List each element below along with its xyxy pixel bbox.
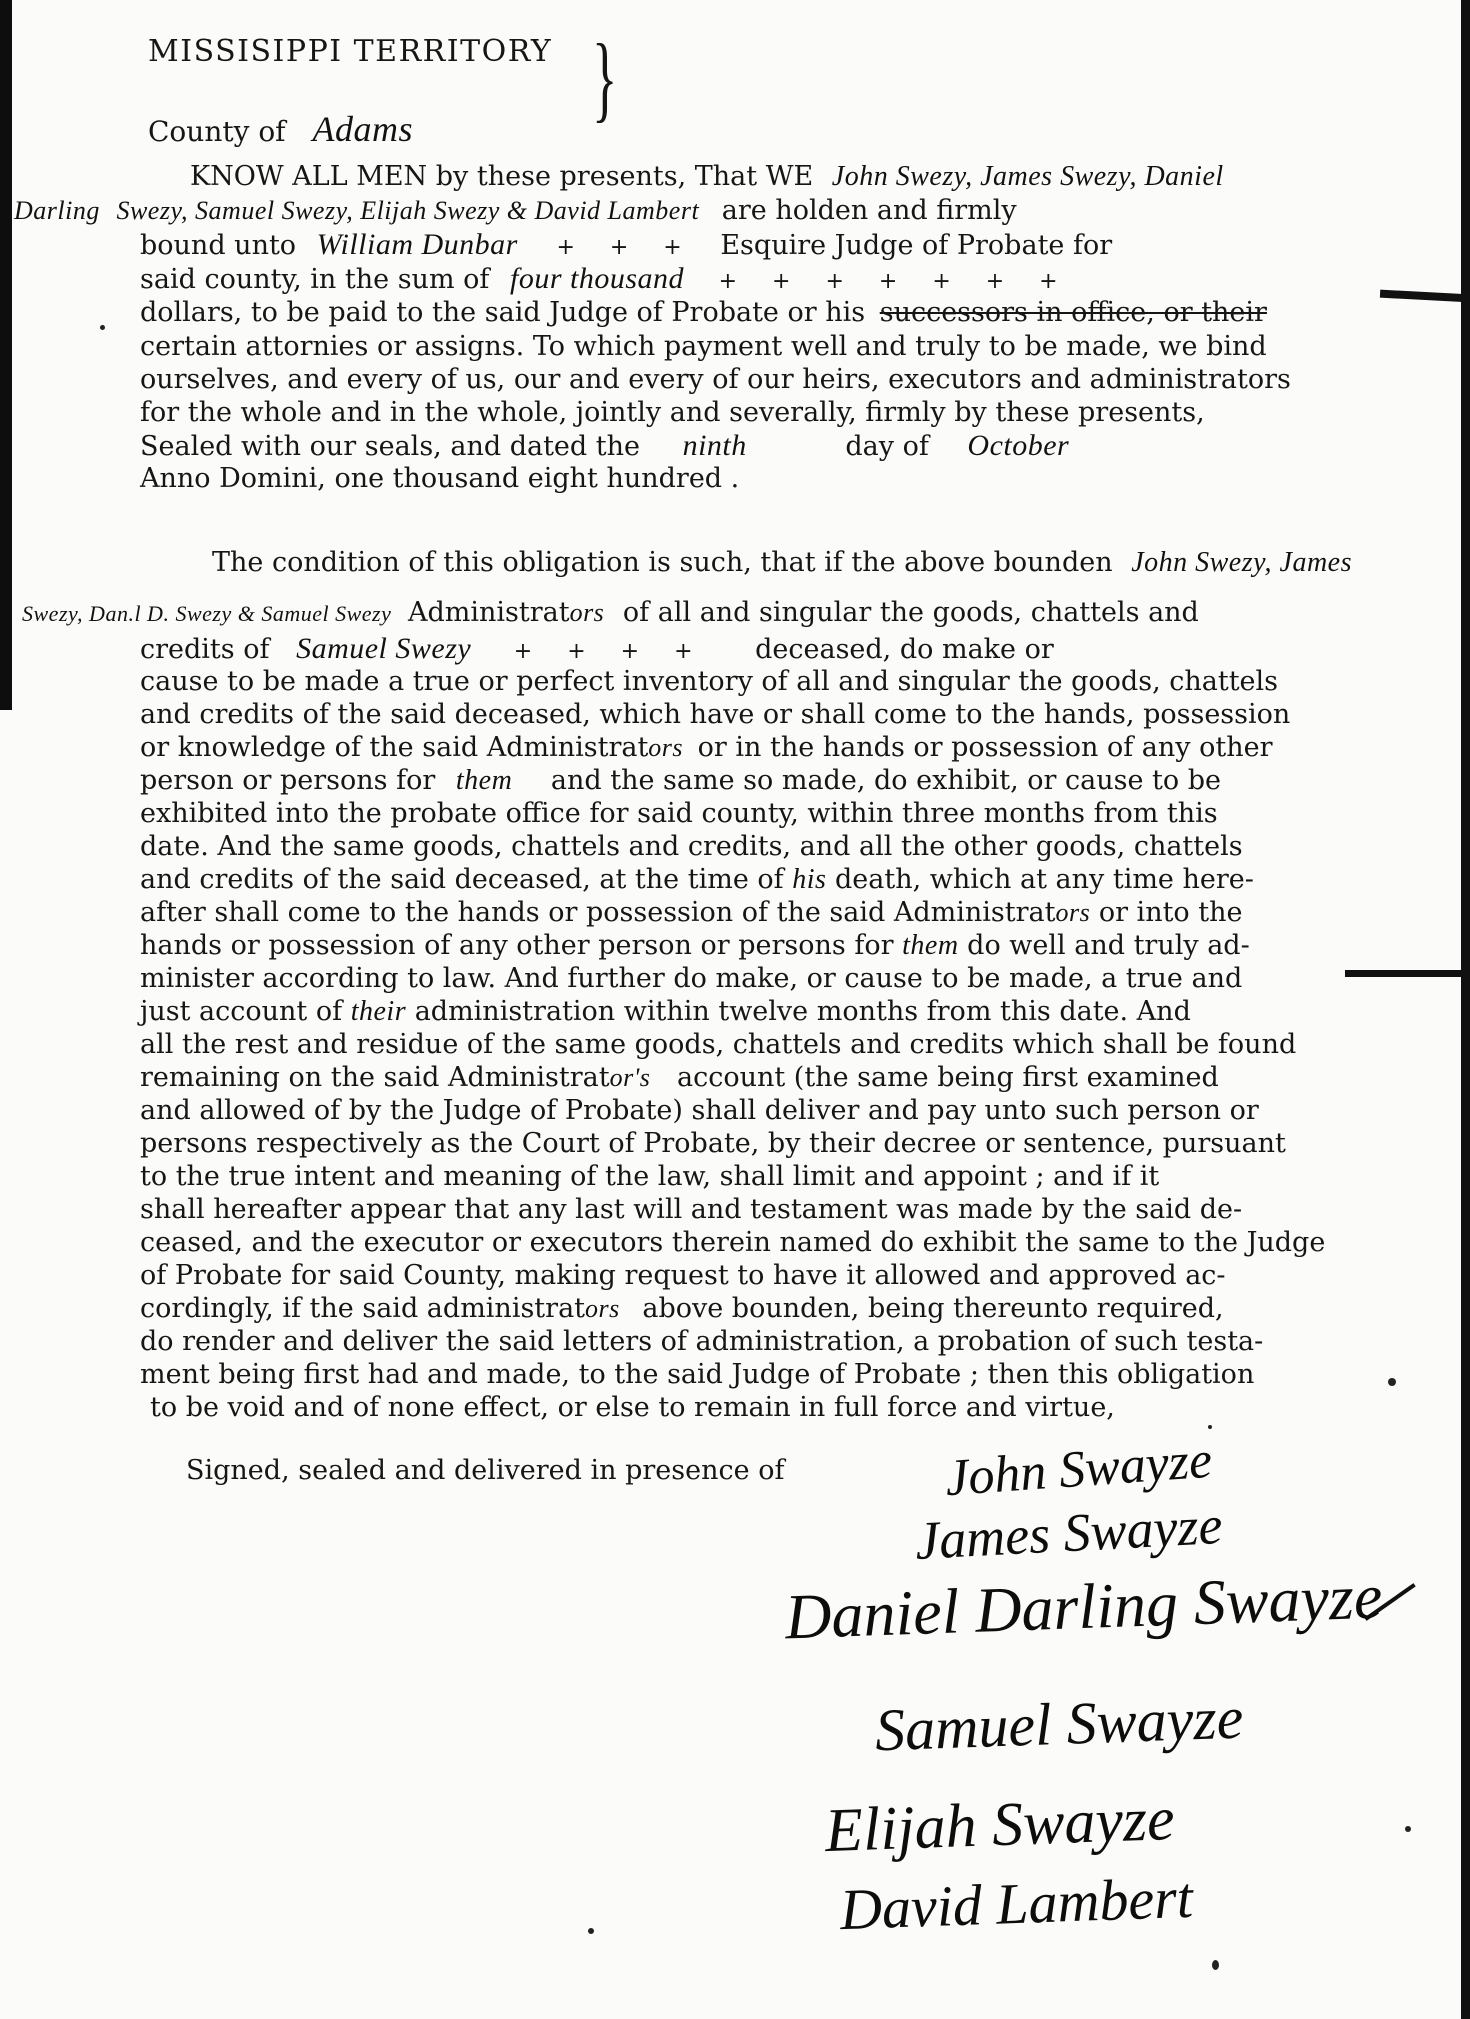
- struck-text: successors in office, or their: [879, 297, 1267, 328]
- scan-border-left: [0, 0, 12, 710]
- printed-text: The condition of this obligation is such, that if the above bounden: [212, 547, 1113, 578]
- printed-text: KNOW ALL MEN by these presents, That WE: [190, 161, 814, 192]
- scan-border-right: [1461, 0, 1470, 2019]
- condition-line: of Probate for said County, making request to have it allowed and approved ac-: [140, 1260, 1226, 1291]
- handwritten-judge-name: William Dunbar: [316, 228, 518, 261]
- handwritten-suffix: ors: [1055, 898, 1091, 927]
- condition-line: date. And the same goods, chattels and credits, and all the other goods, chattels: [140, 831, 1243, 862]
- ink-speck: [1212, 1960, 1219, 1970]
- handwritten-suffix: ors: [569, 598, 605, 627]
- condition-line: [140, 632, 1300, 668]
- signature-john-swayze: John Swayze: [943, 1431, 1214, 1508]
- printed-text: Esquire Judge of Probate for: [720, 230, 1113, 261]
- condition-line: [212, 546, 1372, 579]
- bond-line: [190, 160, 1350, 193]
- condition-line: cause to be made a true or perfect inventory of all and singular the goods, chattels: [140, 666, 1279, 697]
- bond-line: ourselves, and every of us, our and every of our heirs, executors and administrators: [140, 364, 1291, 395]
- printed-text: of all and singular the goods, chattels and: [622, 597, 1199, 628]
- handwritten-pronoun: them: [455, 765, 513, 796]
- bond-line: [140, 262, 1300, 298]
- signature-elijah-swayze: Elijah Swayze: [823, 1784, 1176, 1866]
- paper-tear: [1345, 970, 1470, 977]
- signed-in-presence-label: Signed, sealed and delivered in presence of: [186, 1455, 785, 1486]
- condition-line: to the true intent and meaning of the law, shall limit and appoint ; and if it: [140, 1161, 1160, 1192]
- brace-glyph: }: [592, 24, 618, 131]
- printed-text: deceased, do make or: [755, 634, 1054, 665]
- handwritten-suffix: ors: [648, 733, 684, 762]
- printed-text: are holden and firmly: [721, 195, 1017, 226]
- bond-line: [140, 228, 1300, 264]
- condition-line: [140, 863, 1300, 896]
- printed-text: or knowledge of the said Administrat: [140, 732, 649, 763]
- condition-line: all the rest and residue of the same goods, chattels and credits which shall be found: [140, 1029, 1297, 1060]
- handwritten-suffix: or's: [609, 1063, 651, 1092]
- condition-line: [140, 995, 1300, 1028]
- printed-text: remaining on the said Administrat: [140, 1062, 610, 1093]
- handwritten-pronoun: them: [902, 930, 959, 961]
- bond-line: certain attornies or assigns. To which payment well and truly to be made, we bind: [140, 331, 1267, 362]
- printed-text: above bounden, being thereunto required,: [642, 1293, 1224, 1324]
- condition-line: [140, 896, 1300, 929]
- ink-speck: [1388, 1378, 1396, 1386]
- condition-line: ceased, and the executor or executors therein named do exhibit the same to the Judge: [140, 1227, 1326, 1258]
- county-label: County of: [148, 115, 286, 148]
- condition-line: [140, 929, 1300, 962]
- territory-heading: MISSISIPPI TERRITORY: [148, 34, 553, 69]
- printed-text: and credits of the said deceased, at the time of: [140, 864, 784, 895]
- condition-line: persons respectively as the Court of Probate, by their decree or sentence, pursuant: [140, 1128, 1286, 1159]
- ink-speck: [100, 325, 105, 330]
- handwritten-day: ninth: [682, 429, 747, 462]
- condition-line: exhibited into the probate office for said county, within three months from this: [140, 798, 1218, 829]
- handwritten-sum: four thousand: [509, 262, 685, 295]
- margin-annotation: Darling: [14, 196, 100, 225]
- signature-james-swayze: James Swayze: [913, 1494, 1224, 1572]
- signature-daniel-darling-swayze: Daniel Darling Swayze: [783, 1560, 1384, 1653]
- handwritten-month: October: [967, 429, 1070, 462]
- printed-text: just account of: [140, 996, 343, 1027]
- printed-text: credits of: [140, 634, 270, 665]
- condition-line: [22, 596, 1199, 630]
- ink-speck: [1208, 1425, 1212, 1429]
- printed-text: or in the hands or possession of any other: [697, 732, 1273, 763]
- printed-text: day of: [845, 431, 929, 462]
- printed-text: said county, in the sum of: [140, 264, 490, 295]
- fill-marks: + + +: [556, 235, 696, 260]
- condition-line: [140, 1061, 1300, 1094]
- handwritten-names: John Swezy, James Swezy, Daniel: [831, 161, 1224, 192]
- printed-text: hands or possession of any other person or persons for: [140, 930, 894, 961]
- county-name: Adams: [312, 109, 413, 149]
- printed-text: bound unto: [140, 230, 297, 261]
- signature-david-lambert: David Lambert: [838, 1864, 1194, 1943]
- printed-text: after shall come to the hands or possession of the said Administrat: [140, 897, 1056, 928]
- printed-text: Administrat: [407, 597, 570, 628]
- condition-line: minister according to law. And further do make, or cause to be made, a true and: [140, 963, 1243, 994]
- ink-speck: [588, 1928, 594, 1934]
- condition-line: [140, 764, 1300, 797]
- county-line: [148, 108, 413, 150]
- paper-tear: [1380, 290, 1470, 303]
- handwritten-names: Swezy, Samuel Swezy, Elijah Swezy & David Lambert: [116, 196, 700, 225]
- condition-line: and allowed of by the Judge of Probate) shall deliver and pay unto such person or: [140, 1095, 1259, 1126]
- condition-line: and credits of the said deceased, which have or shall come to the hands, possession: [140, 699, 1291, 730]
- signature-samuel-swayze: Samuel Swayze: [873, 1684, 1245, 1764]
- bond-line: [140, 429, 1300, 463]
- handwritten-deceased-name: Samuel Swezy: [296, 632, 472, 665]
- printed-text: death, which at any time here-: [835, 864, 1254, 895]
- condition-line: ment being first had and made, to the said Judge of Probate ; then this obligation: [140, 1359, 1255, 1390]
- fill-marks: + + + +: [513, 639, 707, 664]
- printed-text: person or persons for: [140, 765, 436, 796]
- printed-text: cordingly, if the said administrat: [140, 1293, 586, 1324]
- condition-line: [140, 1292, 1300, 1325]
- printed-text: dollars, to be paid to the said Judge of Probate or his: [140, 297, 866, 328]
- handwritten-names: Swezy, Dan.l D. Swezy & Samuel Swezy: [22, 601, 392, 626]
- condition-line: do render and deliver the said letters of administration, a probation of such testa-: [140, 1326, 1264, 1357]
- bond-line: [14, 194, 1174, 227]
- ink-speck: [1405, 1826, 1411, 1832]
- printed-text: do well and truly ad-: [967, 930, 1250, 961]
- bond-line: Anno Domini, one thousand eight hundred .: [140, 463, 740, 494]
- condition-line: to be void and of none effect, or else to remain in full force and virtue,: [150, 1392, 1115, 1423]
- handwritten-pronoun: his: [792, 864, 827, 895]
- printed-text: and the same so made, do exhibit, or cause to be: [550, 765, 1221, 796]
- condition-line: shall hereafter appear that any last will and testament was made by the said de-: [140, 1194, 1243, 1225]
- printed-text: or into the: [1098, 897, 1243, 928]
- printed-text: Sealed with our seals, and dated the: [140, 431, 640, 462]
- condition-line: [140, 731, 1300, 764]
- handwritten-suffix: ors: [585, 1294, 620, 1323]
- printed-text: administration within twelve months from this date. And: [414, 996, 1191, 1027]
- bond-line: [140, 296, 1300, 329]
- handwritten-names: John Swezy, James: [1131, 547, 1352, 578]
- bond-line: for the whole and in the whole, jointly and severally, firmly by these presents,: [140, 397, 1205, 428]
- fill-marks: + + + + + + +: [718, 269, 1072, 294]
- printed-text: account (the same being first examined: [676, 1062, 1219, 1093]
- handwritten-pronoun: their: [350, 996, 407, 1027]
